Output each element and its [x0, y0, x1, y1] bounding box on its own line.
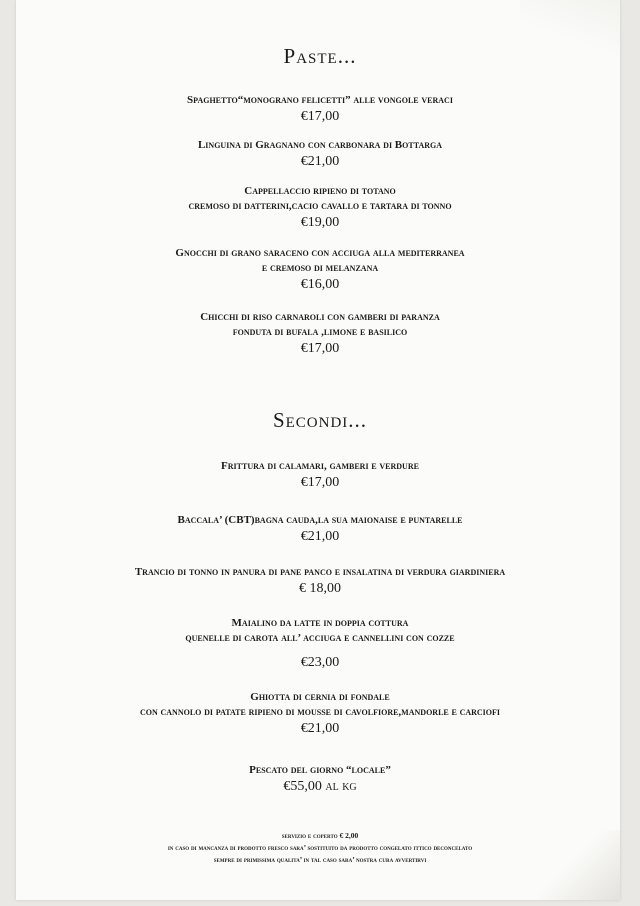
- dish-description: cremoso di datterini,cacio cavallo e tartara di tonno: [188, 200, 452, 212]
- dish-name: Ghiotta di cernia di fondale: [250, 691, 390, 703]
- dish-name: Cappellaccio ripieno di totano: [244, 185, 396, 197]
- dish-name: Gnocchi di grano saraceno con acciuga alla mediterranea: [175, 247, 465, 259]
- dish-price: €16,00: [300, 277, 340, 292]
- quality-note: sempre di primissima qualita’ in tal caso sara’ nostra cura avvertirvi: [213, 855, 427, 864]
- dish-description: quenelle di carota all’ acciuga e cannellini con cozze: [185, 632, 455, 644]
- menu-item: [0, 616, 640, 671]
- dish-description: e cremoso di melanzana: [261, 262, 379, 274]
- frozen-product-note: in caso di mancanza di prodotto fresco sara’ sostituito da prodotto congelato ittico deconcelato: [167, 843, 473, 852]
- menu-item: [0, 690, 640, 737]
- dish-name: Linguina di Gragnano con carbonara di Bottarga: [197, 139, 443, 151]
- dish-price: €21,00: [300, 529, 340, 544]
- menu-item: [0, 310, 640, 357]
- menu-footer: [0, 830, 640, 866]
- dish-price: €21,00: [300, 721, 340, 736]
- dish-name: Pescato del giorno “locale”: [249, 764, 391, 776]
- dish-price: €17,00: [300, 341, 340, 356]
- section-title-paste: Paste...: [283, 44, 357, 68]
- menu-item: [0, 565, 640, 597]
- dish-name: Spaghetto“monograno felicetti” alle vongole veraci: [187, 94, 453, 106]
- menu-item: [0, 763, 640, 795]
- dish-price: €19,00: [300, 215, 340, 230]
- dish-name: Maialino da latte in doppia cottura: [231, 617, 409, 629]
- dish-price: €17,00: [300, 109, 340, 124]
- dish-price: €55,00 al kg: [283, 779, 357, 794]
- dish-price: € 18,00: [299, 581, 341, 596]
- dish-price: €21,00: [300, 154, 340, 169]
- dish-name: Chicchi di riso carnaroli con gamberi di paranza: [200, 311, 440, 323]
- menu-item: [0, 93, 640, 125]
- dish-price: €17,00: [300, 475, 340, 490]
- menu-item: [0, 246, 640, 293]
- menu-item: [0, 513, 640, 545]
- menu-item: [0, 184, 640, 231]
- menu-item: [0, 138, 640, 170]
- dish-price: €23,00: [300, 655, 340, 670]
- dish-name: Baccala’ (CBT)bagna cauda,la sua maionaise e puntarelle: [177, 514, 463, 526]
- dish-name: Frittura di calamari, gamberi e verdure: [221, 460, 419, 472]
- dish-description: con cannolo di patate ripieno di mousse di cavolfiore,mandorle e carciofi: [139, 706, 501, 718]
- menu-item: [0, 459, 640, 491]
- cover-charge-note: servizio e coperto € 2,00: [281, 831, 359, 840]
- dish-name: Trancio di tonno in panura di pane panco e insalatina di verdura giardiniera: [134, 566, 506, 578]
- dish-description: fonduta di bufala ,limone e basilico: [232, 326, 408, 338]
- section-title-secondi: Secondi...: [272, 408, 368, 432]
